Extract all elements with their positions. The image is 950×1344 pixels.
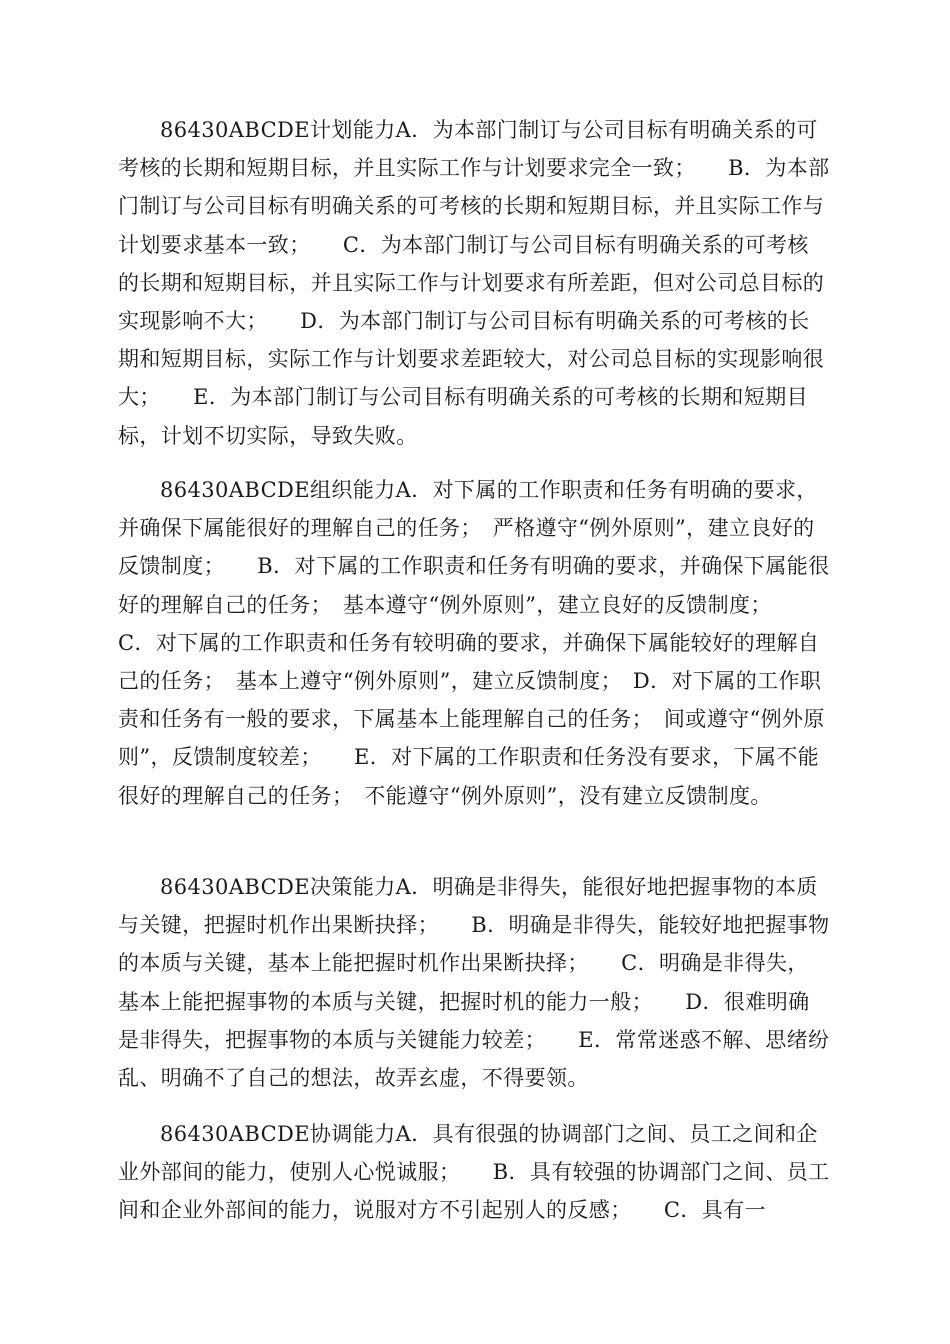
paragraph-coordination-ability: 86430ABCDE协调能力A．具有很强的协调部门之间、员工之间和企业外部间的能力，使别人心悦诚服； B．具有较强的协调部门之间、员工间和企业外部间的能力，说服对方不引起别人的反感； C．具有一 (118, 1122, 830, 1223)
paragraph-organizing-ability: 86430ABCDE组织能力A．对下属的工作职责和任务有明确的要求，并确保下属能很好的理解自己的任务； 严格遵守“例外原则”，建立良好的反馈制度； B．对下属的工作职责和任务有明确的要求，并确保下属能很好的理解自己的任务； 基本遵守“例外原则”，建立良好的反馈制度； C．对下属的工作职责和任务有较明确的要求，并确保下属能较好的理解自己的任务； 基本上遵守“例外原则”，建立反馈制度； D．对下属的工作职责和任务有一般的要求，下属基本上能理解自己的任务； 间或遵守“例外原则”，反馈制度较差； E．对下属的工作职责和任务没有要求，下属不能很好的理解自己的任务； 不能遵守“例外原则”，没有建立反馈制度。 (118, 478, 830, 808)
paragraph-decision-ability: 86430ABCDE决策能力A．明确是非得失，能很好地把握事物的本质与关键，把握时机作出果断抉择； B．明确是非得失，能较好地把握事物的本质与关键，基本上能把握时机作出果断抉择； C．明确是非得失，基本上能把握事物的本质与关键，把握时机的能力一般； D．很难明确是非得失，把握事物的本质与关键能力较差； E．常常迷惑不解、思绪纷乱、明确不了自己的想法，故弄玄虚，不得要领。 (118, 875, 830, 1091)
paragraph-planning-ability: 86430ABCDE计划能力A．为本部门制订与公司目标有明确关系的可考核的长期和短期目标，并且实际工作与计划要求完全一致； B．为本部门制订与公司目标有明确关系的可考核的长期和短期目标，并且实际工作与计划要求基本一致； C．为本部门制订与公司目标有明确关系的可考核的长期和短期目标，并且实际工作与计划要求有所差距，但对公司总目标的实现影响不大； D．为本部门制订与公司目标有明确关系的可考核的长期和短期目标，实际工作与计划要求差距较大，对公司总目标的实现影响很大； E．为本部门制订与公司目标有明确关系的可考核的长期和短期目标，计划不切实际，导致失败。 (118, 118, 830, 448)
